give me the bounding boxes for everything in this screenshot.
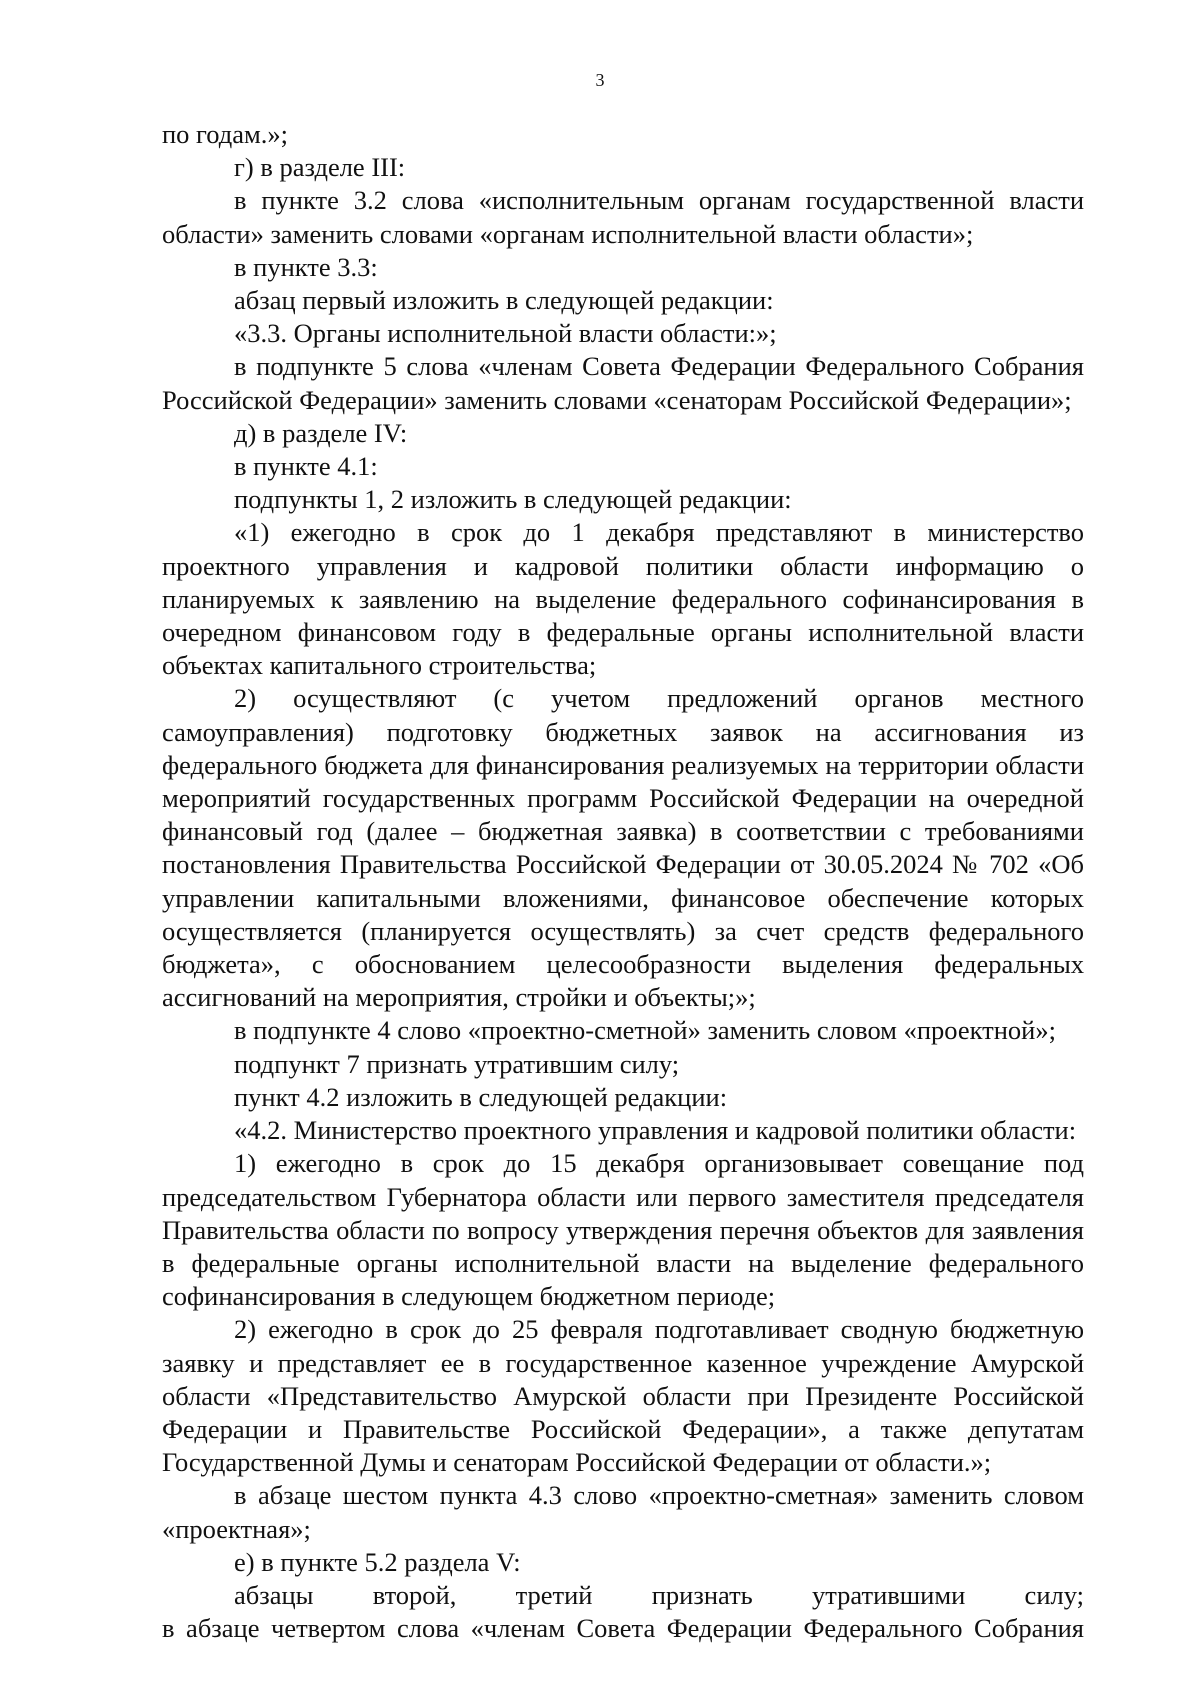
- paragraph: в подпункте 4 слово «проектно-сметной» заменить словом «проектной»;: [234, 1015, 1056, 1046]
- paragraph: 2) осуществляют (с учетом предложений органов местного самоуправления) подготовку бюджетных заявок на ассигнования из федерального бюджета для финансирования реализуемых на территории области мероприятий государственных программ Российской Федерации на очередной финансовый год (далее – бюджетная заявка) в соответствии с требованиями постановления Правительства Российской Федерации от 30.05.2024 № 702 «Об управлении капитальными вложениями, финансовое обеспечение которых осуществляется (планируется осуществлять) за счет средств федерального бюджета», с обоснованием целесообразности выделения федеральных ассигнований на мероприятия, стройки и объекты;»;: [162, 683, 1084, 1013]
- paragraph: «4.2. Министерство проектного управления и кадровой политики области:: [234, 1115, 1077, 1146]
- page-number: 3: [595, 70, 605, 90]
- paragraph: «1) ежегодно в срок до 1 декабря представляют в министерство проектного управления и кадровой политики области информацию о планируемых к заявлению на выделение федерального софинансирования в очередном финансовом году в федеральные органы исполнительной власти объектах капитального строительства;: [162, 517, 1084, 681]
- paragraph: по годам.»;: [162, 119, 289, 149]
- paragraph: абзацы второй, третий признать утратившими силу;: [234, 1579, 1084, 1610]
- paragraph: в абзаце шестом пункта 4.3 слово «проектно-сметная» заменить словом «проектная»;: [162, 1480, 1084, 1544]
- paragraph: е) в пункте 5.2 раздела V:: [234, 1546, 521, 1577]
- document-body: [162, 118, 1084, 1645]
- paragraph: 2) ежегодно в срок до 25 февраля подготавливает сводную бюджетную заявку и представляет ее в государственное казенное учреждение Амурской области «Представительство Амурской области при Президенте Российской Федерации и Правительстве Российской Федерации», а также депутатам Государственной Думы и сенаторам Российской Федерации от области.»;: [162, 1314, 1084, 1478]
- paragraph: подпункт 7 признать утратившим силу;: [234, 1048, 680, 1079]
- paragraph: в подпункте 5 слова «членам Совета Федерации Федерального Собрания Российской Федерации» заменить словами «сенаторам Российской Федерации»;: [162, 351, 1084, 415]
- paragraph: абзац первый изложить в следующей редакции:: [234, 285, 774, 316]
- paragraph: подпункты 1, 2 изложить в следующей редакции:: [234, 484, 792, 515]
- paragraph: пункт 4.2 изложить в следующей редакции:: [234, 1081, 728, 1112]
- paragraph: в пункте 3.2 слова «исполнительным органам государственной власти области» заменить словами «органам исполнительной власти области»;: [162, 185, 1084, 249]
- paragraph: в абзаце четвертом слова «членам Совета Федерации Федерального Собрания: [162, 1613, 1084, 1644]
- paragraph: г) в разделе III:: [234, 152, 406, 183]
- paragraph: в пункте 4.1:: [234, 451, 378, 482]
- paragraph: в пункте 3.3:: [234, 251, 378, 282]
- paragraph: 1) ежегодно в срок до 15 декабря организовывает совещание под председательством Губернатора области или первого заместителя председателя Правительства области по вопросу утверждения перечня объектов для заявления в федеральные органы исполнительной власти на выделение федерального софинансирования в следующем бюджетном периоде;: [162, 1148, 1084, 1312]
- paragraph: «3.3. Органы исполнительной власти области:»;: [234, 318, 777, 349]
- paragraph: д) в разделе IV:: [234, 417, 408, 448]
